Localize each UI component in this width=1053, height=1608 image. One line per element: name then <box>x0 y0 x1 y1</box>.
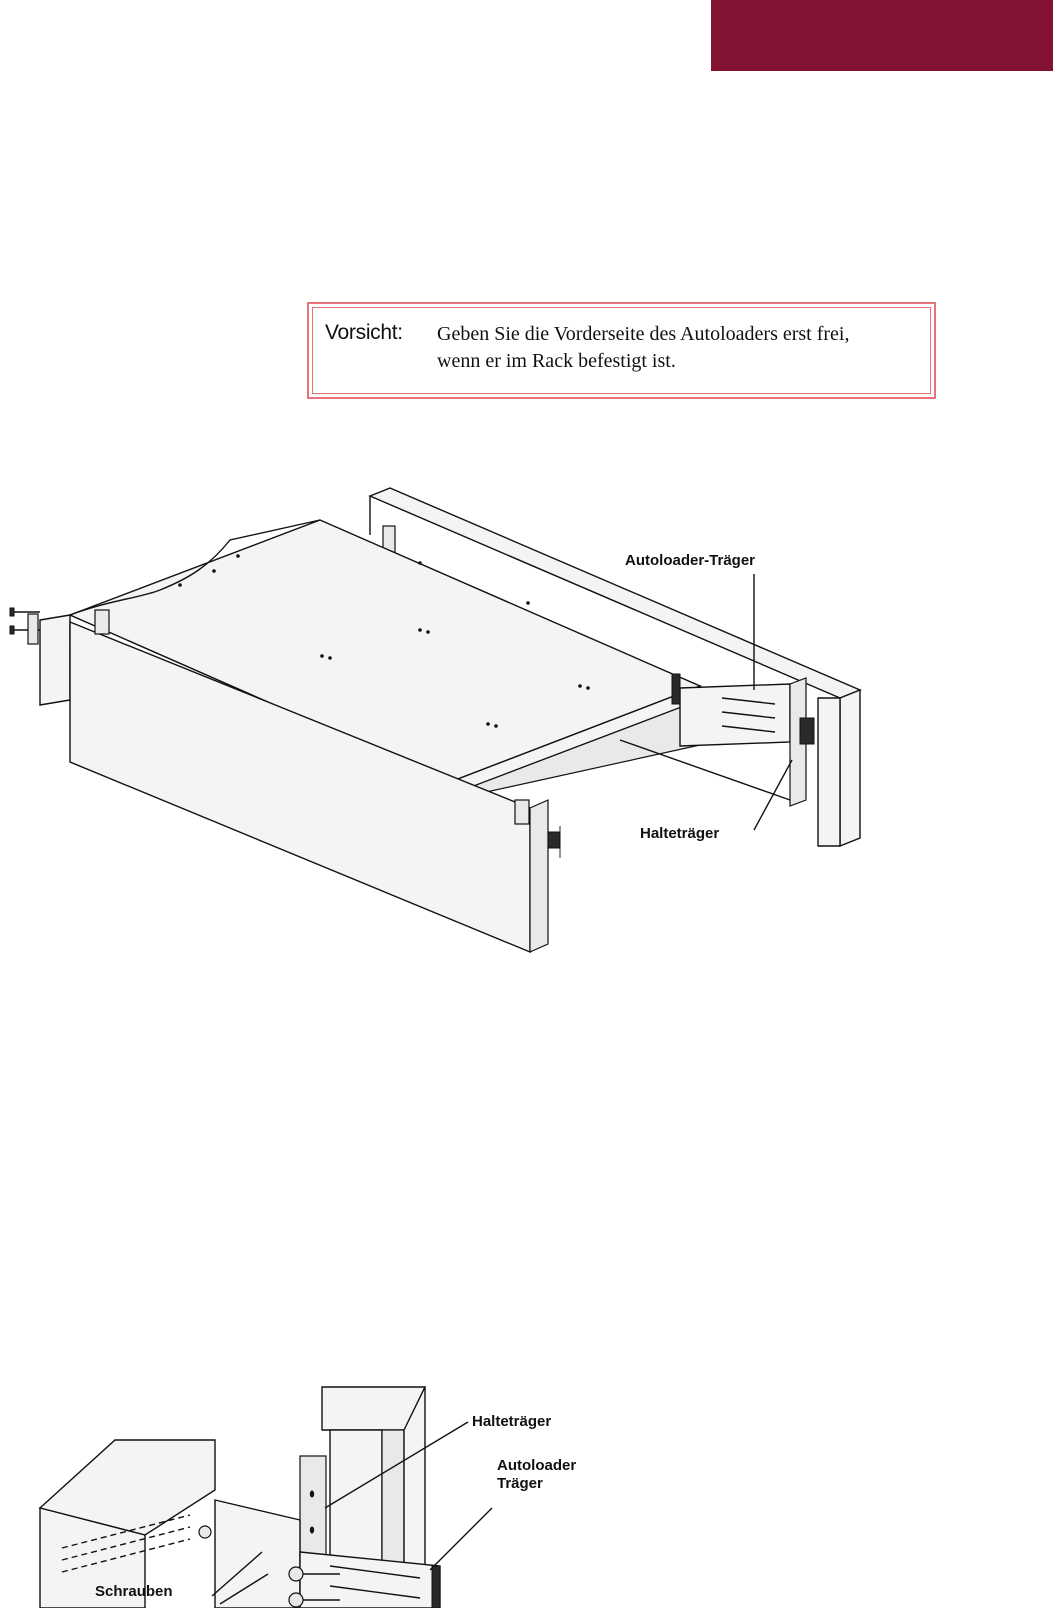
mounting-plate <box>215 1500 300 1608</box>
front-post-latch <box>548 832 560 848</box>
label-haltetraeger-2: Halteträger <box>472 1413 552 1430</box>
rail-bottom-edge <box>620 740 790 800</box>
plate-screw-left <box>199 1526 211 1538</box>
label-autoloader-line-2: Träger <box>497 1475 543 1492</box>
caution-box <box>307 302 936 399</box>
figure-rack-install <box>0 480 1053 1000</box>
rear-post-front <box>818 698 840 846</box>
caution-text-line-2: wenn er im Rack befestigt ist. <box>437 350 676 372</box>
label-autoloader-line-1: Autoloader <box>497 1457 577 1474</box>
header-accent-bar <box>711 0 1053 71</box>
figure-rack-install-drawing <box>0 480 1053 1000</box>
figure-bracket-detail <box>0 1380 1053 1608</box>
caution-text <box>437 321 927 375</box>
front-panel-tab <box>95 610 109 634</box>
callout-line-autoloader-2 <box>430 1508 492 1570</box>
front-post-bracket <box>515 800 529 824</box>
label-schrauben: Schrauben <box>95 1583 173 1600</box>
front-rack-post-side <box>530 800 548 952</box>
callout-line-halte <box>754 760 792 830</box>
left-thumbscrews <box>10 608 40 644</box>
rail-end-clip <box>432 1566 440 1608</box>
retaining-bracket-clamp <box>800 718 814 744</box>
rail-front-clip <box>672 674 680 704</box>
caution-text-line-1: Geben Sie die Vorderseite des Autoloaders erst frei, <box>437 323 850 345</box>
autoloader-rail <box>680 684 790 746</box>
rear-post-side <box>840 690 860 846</box>
caution-label: Vorsicht: <box>325 321 403 344</box>
chassis-left-face <box>40 615 70 705</box>
label-autoloader-traeger: Autoloader-Träger <box>625 552 756 569</box>
caution-box-inner <box>312 307 931 394</box>
figure-bracket-detail-drawing <box>0 1380 1053 1608</box>
label-haltetraeger: Halteträger <box>640 825 720 842</box>
